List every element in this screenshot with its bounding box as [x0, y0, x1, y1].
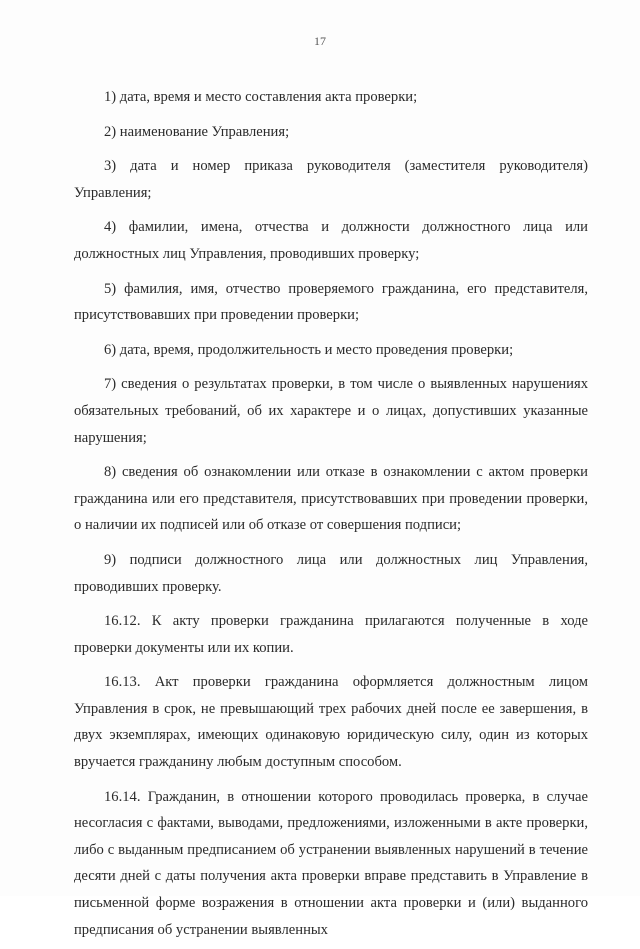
list-item-9: 9) подписи должностного лица или должностных лиц Управления, проводивших проверку. [74, 551, 588, 595]
list-item-4: 4) фамилии, имена, отчества и должности должностного лица или должностных лиц Управления, проводивших проверку; [74, 219, 588, 262]
list-item-8: 8) сведения об ознакомлении или отказе в ознакомлении с актом проверки гражданина или его представителя, присутствовавших при проведении проверки, о наличии их подписей или об отказе от совершения подписи; [74, 464, 588, 534]
list-item-3: 3) дата и номер приказа руководителя (заместителя руководителя) Управления; [74, 158, 588, 201]
list-item-2: 2) наименование Управления; [104, 123, 290, 140]
clause-16-12: 16.12. К акту проверки гражданина прилагаются полученные в ходе проверки документы или их копии. [74, 613, 588, 656]
document-body [74, 84, 588, 949]
clause-16-13: 16.13. Акт проверки гражданина оформляется должностным лицом Управления в срок, не превышающий трех рабочих дней после ее завершения, в двух экземплярах, имеющих одинаковую юридическую силу, один из которых вручается гражданину любым доступным способом. [74, 674, 588, 771]
list-item-6: 6) дата, время, продолжительность и место проведения проверки; [104, 341, 514, 358]
page-number: 17 [314, 34, 326, 48]
list-item-1: 1) дата, время и место составления акта проверки; [104, 89, 418, 105]
list-item-5: 5) фамилия, имя, отчество проверяемого гражданина, его представителя, присутствовавших при проведении проверки; [74, 280, 588, 324]
list-item-7: 7) сведения о результатах проверки, в том числе о выявленных нарушениях обязательных требований, об их характере и о лицах, допустивших указанные нарушения; [74, 376, 588, 446]
clause-16-14: 16.14. Гражданин, в отношении которого проводилась проверка, в случае несогласия с фактами, выводами, предложениями, изложенными в акте проверки, либо с выданным предписанием об устранении выявленных нарушений в течение десяти дней с даты получения акта проверки вправе представить в Управление в письменной форме возражения в отношении акта проверки и (или) выданного предписания об устранении выявленных [74, 788, 588, 938]
